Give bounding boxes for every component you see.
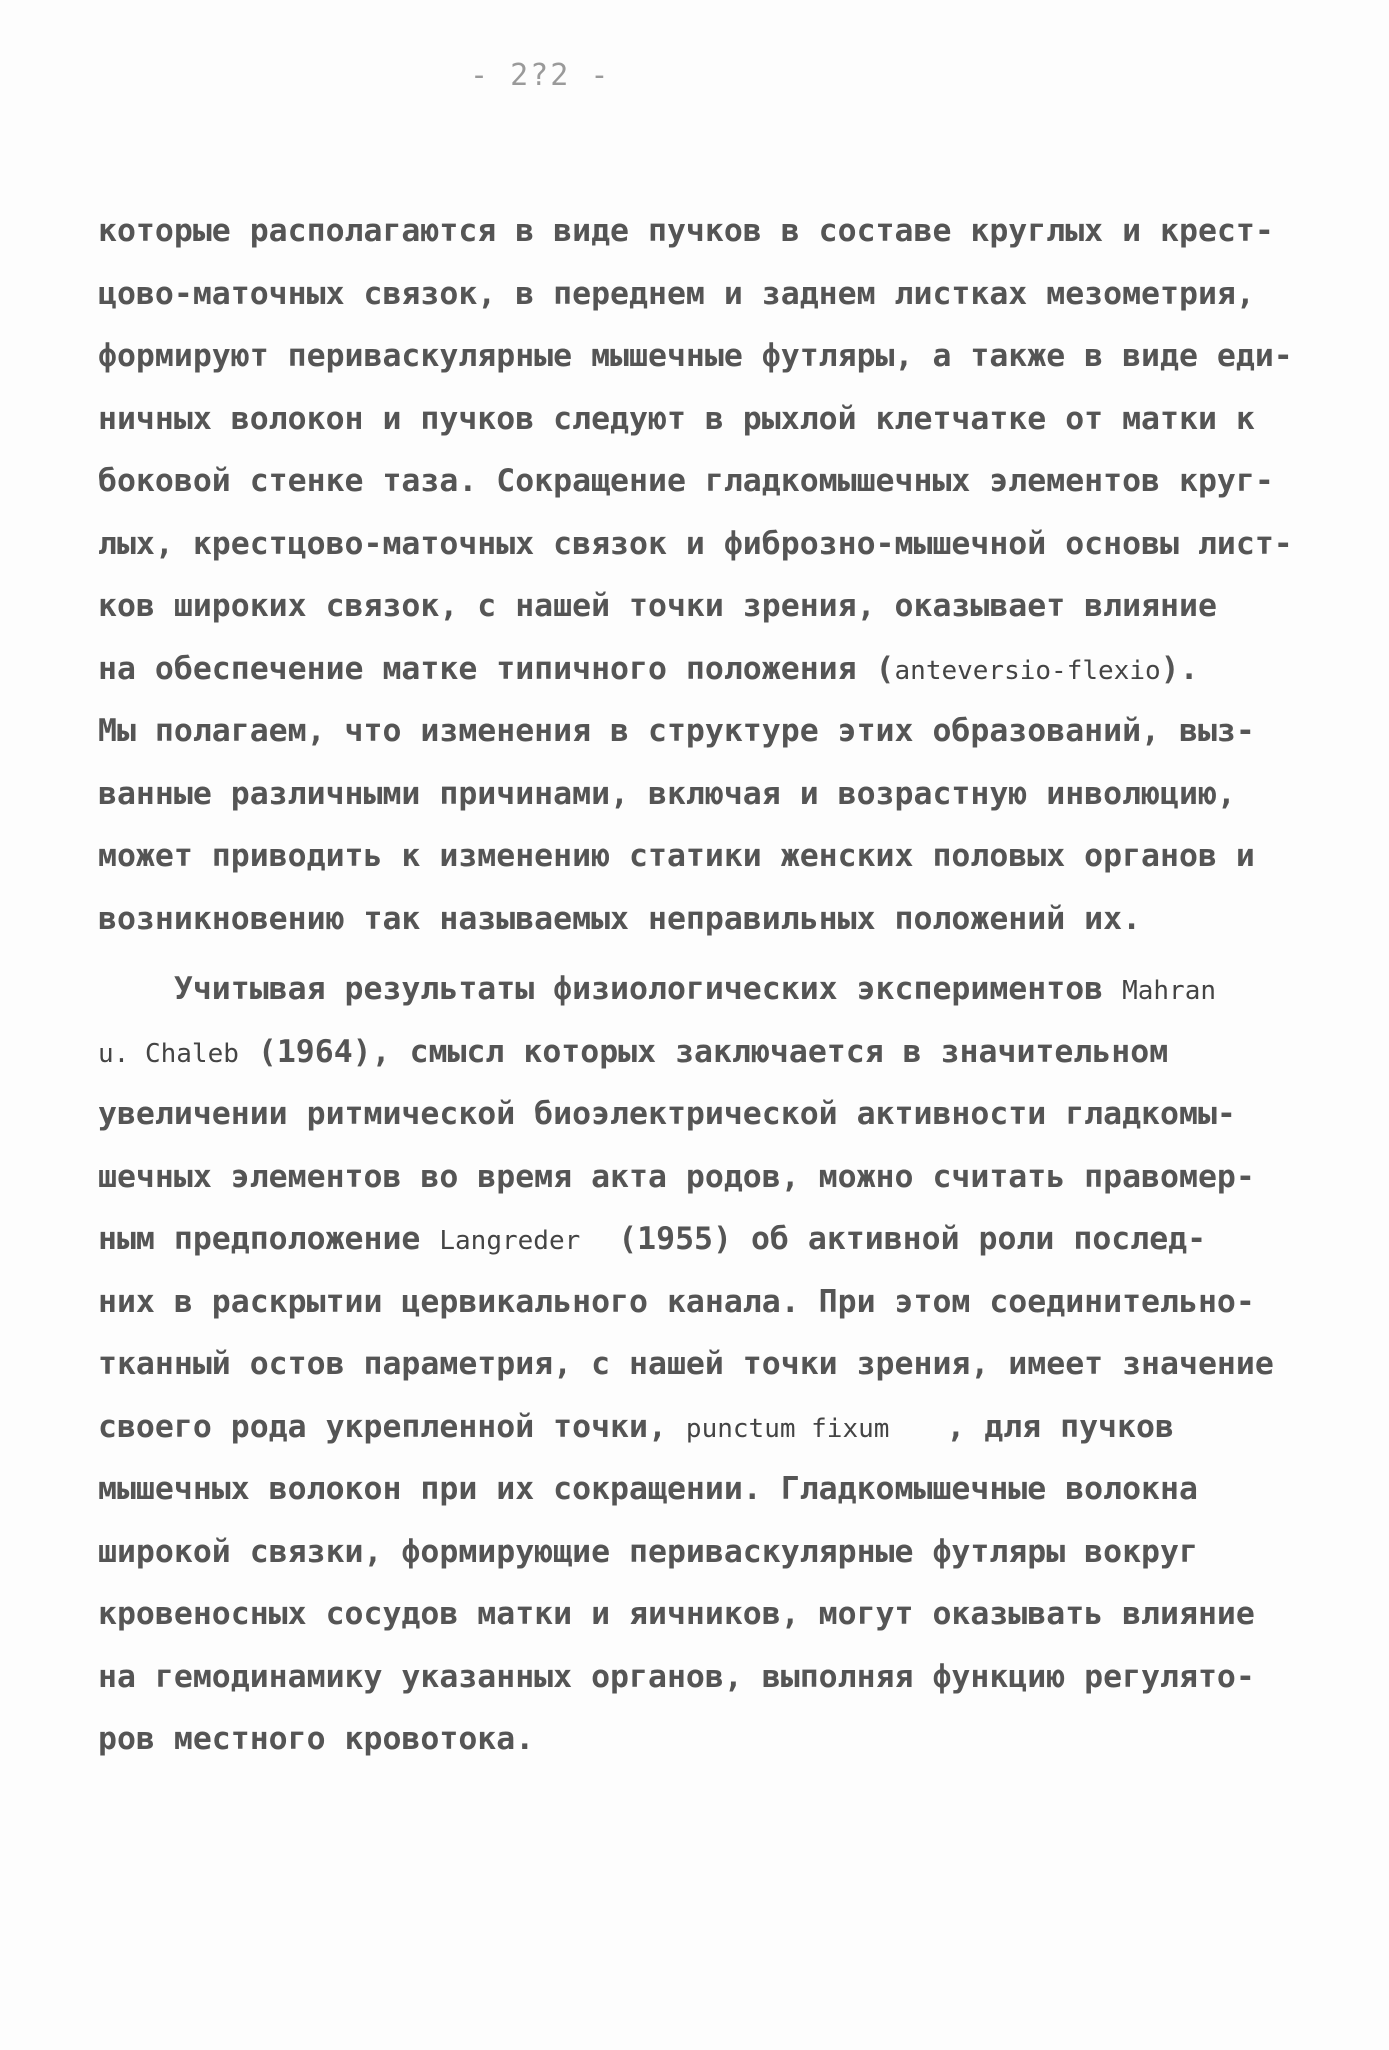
text-line: формируют периваскулярные мышечные футляры, а также в виде еди- — [98, 338, 1293, 374]
author-name: Langreder — [439, 1226, 581, 1256]
text-line: ванные различными причинами, включая и возрастную инволюцию, — [98, 775, 1236, 812]
paragraph-1 — [98, 200, 1298, 950]
text-line: возникновению так называемых неправильных положений их. — [98, 900, 1142, 937]
page-number: - 2?2 - — [470, 58, 611, 93]
text-line: боковой стенке таза. Сокращение гладкомышечных элементов круг- — [98, 463, 1274, 499]
text-line: цово-маточных связок, в переднем и заднем листках мезометрия, — [98, 275, 1255, 312]
body-text — [98, 200, 1298, 1771]
text-line: тканный остов параметрия, с нашей точки зрения, имеет значение — [98, 1346, 1274, 1382]
latin-term: punctum fixum — [685, 1413, 890, 1444]
text-line: ров местного кровотока. — [98, 1721, 535, 1757]
latin-term: anteversio-flexio — [894, 655, 1161, 686]
text-line: мышечных волокон при их сокращении. Гладкомышечные волокна — [98, 1471, 1198, 1507]
text-line — [98, 1396, 1298, 1459]
text-line — [98, 1021, 1298, 1084]
text-line: кровеносных сосудов матки и яичников, могут оказывать влияние — [98, 1596, 1255, 1632]
text-line: Мы полагаем, что изменения в структуре этих образований, выз- — [98, 713, 1255, 749]
text-segment: , для пучков — [946, 1408, 1174, 1445]
text-line: ничных волокон и пучков следуют в рыхлой клетчатке от матки к — [98, 400, 1255, 437]
text-segment: ным предположение — [98, 1221, 421, 1257]
author-name: Mahran — [1122, 976, 1217, 1006]
text-line: на гемодинамику указанных органов, выполняя функцию регулято- — [98, 1658, 1255, 1695]
text-segment: (1955) об активной роли послед- — [618, 1221, 1207, 1257]
text-line: увеличении ритмической биоэлектрической активности гладкомы- — [98, 1096, 1236, 1132]
text-line: лых, крестцово-маточных связок и фиброзно-мышечной основы лист- — [98, 525, 1293, 562]
text-segment: своего рода укрепленной точки, — [98, 1408, 667, 1445]
text-line: ков широких связок, с нашей точки зрения, оказывает влияние — [98, 588, 1217, 624]
text-line: них в раскрытии цервикального канала. При этом соединительно- — [98, 1283, 1255, 1320]
text-line: может приводить к изменению статики женских половых органов и — [98, 838, 1255, 874]
text-line — [98, 958, 1298, 1021]
text-line — [98, 638, 1298, 701]
text-line: которые располагаются в виде пучков в составе круглых и крест- — [98, 213, 1274, 249]
text-segment: на обеспечение матке типичного положения ( — [98, 650, 895, 687]
text-line: широкой связки, формирующие периваскулярные футляры вокруг — [98, 1533, 1198, 1570]
text-segment: ). — [1160, 650, 1199, 687]
text-segment: (1964), смысл которых заключается в значительном — [257, 1033, 1169, 1070]
indent — [98, 971, 174, 1007]
paragraph-2 — [98, 958, 1298, 1771]
text-line: шечных элементов во время акта родов, можно считать правомер- — [98, 1158, 1255, 1195]
text-segment: Учитывая результаты физиологических экспериментов — [173, 971, 1104, 1007]
author-name: u. Chaleb — [98, 1038, 239, 1069]
text-line — [98, 1208, 1298, 1271]
